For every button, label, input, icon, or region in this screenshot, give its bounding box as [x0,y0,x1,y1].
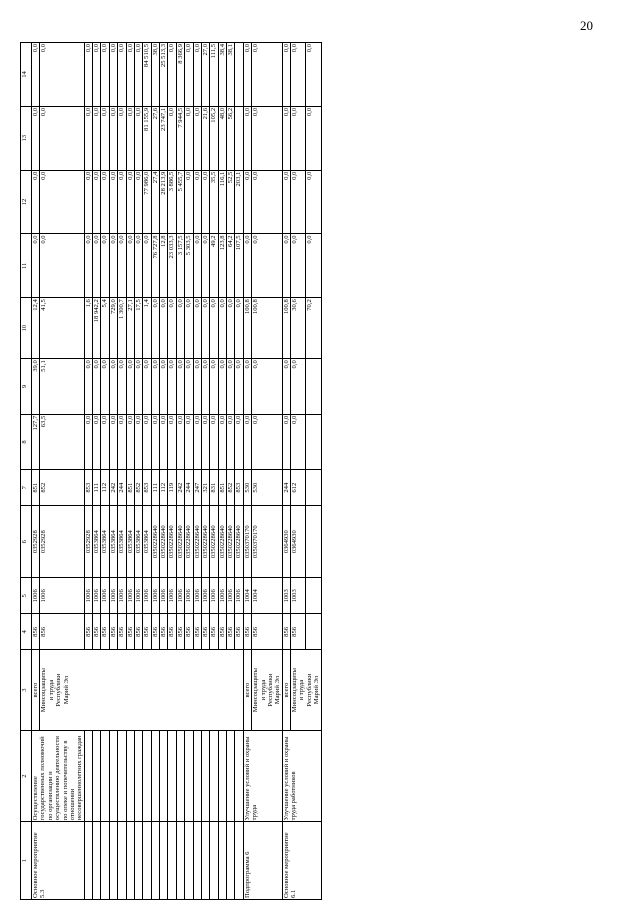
budget-table [20,42,322,900]
measure-label: Основное мероприятие 6.1 [282,822,321,900]
cell-c7: 851 [32,470,40,506]
column-number-row [21,43,32,900]
table-row: 856 1006 0353864 851 0,0 0,0 27,1 0,0 0,0 0,0 0,0 [126,43,134,900]
col-num-11: 11 [21,234,32,298]
table-row: 856 1006 0350228640 851 0,0 0,0 0,0 123,8 116,1 48,0 38,4 [218,43,226,900]
table-row: Подпрограмма 6 Улучшение условий и охраны труда всего 856 1004 0350370170 530 0,0 0,0 100,8 0,0 0,0 0,0 0,0 [243,43,251,900]
cell-c4: 856 [40,614,84,650]
executor-org: Минсоцзащиты и труда Республики Марий Эл [40,650,243,730]
cell-c10: 41,5 [40,298,84,359]
cell-c11: 0,0 [32,234,40,298]
table-row: Минсоцзащиты и труда Республики Марий Эл 856 1003 0364930 612 0,0 0,0 30,6 0,0 0,0 0,0 0,0 [291,43,306,900]
table-row: 856 1006 0353864 244 0,0 0,0 1 300,7 0,0 0,0 0,0 0,0 [118,43,126,900]
table-row: 856 1006 0350228640 852 0,0 0,0 0,0 64,2 52,5 56,2 38,1 [227,43,235,900]
col-num-10: 10 [21,298,32,359]
executor-total: всего [32,650,40,730]
cell-c12: 0,0 [32,170,40,234]
table-row: 856 1006 0350228640 853 0,0 0,0 0,0 107,5 203,1 [235,43,243,900]
executor-org: Минсоцзащиты и труда Республики Марий Эл [252,650,283,730]
cell-c4: 856 [32,614,40,650]
table-row: 70,2 0,0 0,0 0,0 0,0 [306,43,321,900]
subprogram-name: Улучшение условий и охраны труда [243,730,282,822]
cell-c5: 1006 [32,578,40,614]
table-row: 856 1006 0350228640 321 0,0 0,0 0,0 0,0 0,0 21,6 27,0 [201,43,209,900]
table-row: Минсоцзащиты и труда Республики Марий Эл 856 1004 0350370170 530 0,0 0,0 100,8 0,0 0,0 0,0 0,0 [252,43,283,900]
table-row [32,43,40,900]
cell-c11: 0,0 [40,234,84,298]
col-num-8: 8 [21,414,32,469]
cell-c14: 0,0 [32,43,40,107]
col-num-9: 9 [21,359,32,414]
col-num-2: 2 [21,730,32,822]
table-row: 856 1006 0350228640 242 0,0 0,0 0,0 3 157,5 5 455,7 7 944,5 8 366,9 [176,43,184,900]
measure-label: Основное мероприятие 5.3 [32,822,85,900]
cell-c5: 1006 [40,578,84,614]
cell-c12: 0,0 [40,170,84,234]
rotated-table-inner [20,40,620,900]
col-num-7: 7 [21,470,32,506]
table-row: Основное мероприятие 6.1 Улучшение условий и охраны труда работников всего 856 1003 0364930 244 0,0 0,0 100,8 0,0 0,0 0,0 0,0 [282,43,290,900]
col-num-5: 5 [21,578,32,614]
table-row: 856 1006 0352928 853 0,0 0,0 1,6 0,0 0,0 0,0 0,0 [84,43,92,900]
col-num-1: 1 [21,822,32,900]
table-row: 856 1006 0350228640 831 0,0 0,0 0,0 49,2 35,5 105,2 111,5 [210,43,218,900]
table-row: 856 1006 0350228640 244 0,0 0,0 0,0 5 303,5 0,0 0,0 0,0 [185,43,193,900]
col-num-13: 13 [21,106,32,170]
executor-org: Минсоцзащиты и труда Республики Марий Эл [291,650,322,730]
cell-c14: 0,0 [40,43,84,107]
cell-c6: 0352928 [40,506,84,578]
cell-c9: 51,1 [40,359,84,414]
table-row: 856 1006 0353864 852 0,0 0,0 17,5 0,0 0,0 0,0 0,0 [134,43,142,900]
cell-c13: 0,0 [40,106,84,170]
col-num-4: 4 [21,614,32,650]
cell-c13: 0,0 [32,106,40,170]
executor-total: всего [282,650,290,730]
cell-c10: 12,4 [32,298,40,359]
table-row: 856 1006 0350228640 111 0,0 0,0 0,0 76 727,8 27,4 27,6 38,0 [151,43,159,900]
executor-total: всего [243,650,251,730]
table-row: 856 1006 0350228640 247 0,0 0,0 0,0 0,0 0,0 0,0 0,0 [193,43,201,900]
cell-c6: 0352928 [32,506,40,578]
col-num-14: 14 [21,43,32,107]
cell-c8: 63,5 [40,414,84,469]
page-number: 20 [580,18,593,33]
measure-name: Улучшение условий и охраны труда работников [282,730,321,822]
col-num-3: 3 [21,650,32,730]
table-row: 856 1006 0353864 853 0,0 0,0 1,4 0,0 77 986,0 81 155,9 84 510,5 [143,43,151,900]
table-row: 856 1006 0353864 112 0,0 0,0 5,4 0,0 0,0 0,0 0,0 [101,43,109,900]
col-num-12: 12 [21,170,32,234]
measure-name: Осуществление государственных полномочий по организации и осуществлению деятельности по опеке и попечительству в отношении несовершеннолетних граждан [32,730,85,822]
subprogram-label: Подпрограмма 6 [243,822,282,900]
table-row: 856 1006 0350228640 119 0,0 0,0 0,0 23 033,3 3 886,5 0,0 0,0 [168,43,176,900]
cell-c9: 39,0 [32,359,40,414]
cell-c7: 852 [40,470,84,506]
table-row: 856 1006 0353864 242 0,0 0,0 729,0 0,0 0,0 0,0 0,0 [109,43,117,900]
table-row: 856 1006 0350228640 112 0,0 0,0 0,0 12,8 28 213,9 23 747,1 25 513,3 [160,43,168,900]
table-row: 856 1006 0353864 111 0,0 0,0 18 942,2 0,0 0,0 0,0 0,0 [93,43,101,900]
col-num-6: 6 [21,506,32,578]
cell-c8: 127,7 [32,414,40,469]
